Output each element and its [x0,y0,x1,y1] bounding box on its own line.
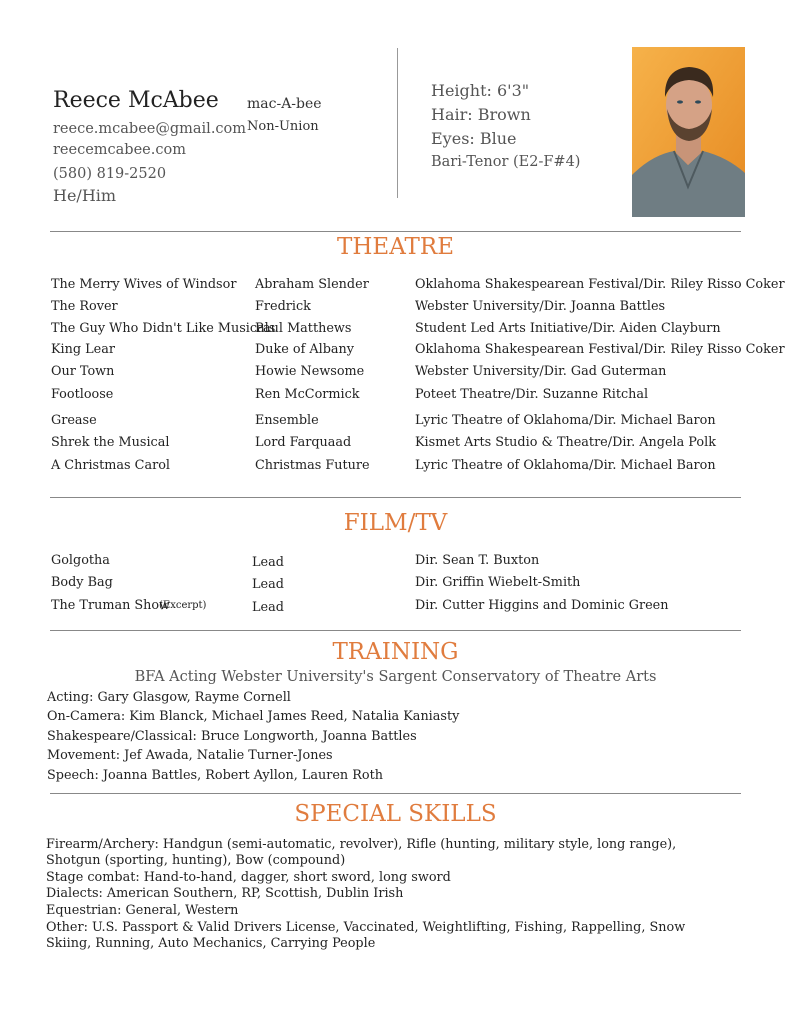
film-title: The Truman Show [51,598,171,613]
theatre-show: Shrek the Musical [51,435,170,450]
skill-item: Shotgun (sporting, hunting), Bow (compound) [46,853,346,868]
theatre-role: Abraham Slender [255,277,369,292]
training-item: Movement: Jef Awada, Natalie Turner-Jones [47,748,333,763]
theatre-role: Howie Newsome [255,364,365,379]
header-divider [397,48,398,198]
hair-stat: Hair: Brown [431,105,531,124]
film-role: Lead [252,577,284,592]
theatre-role: Ren McCormick [255,387,360,402]
film-role: Lead [252,555,284,570]
film-role: Lead [252,600,284,615]
theatre-company: Student Led Arts Initiative/Dir. Aiden Clayburn [415,321,721,336]
training-item: Speech: Joanna Battles, Robert Ayllon, Lauren Roth [47,768,383,783]
training-item: Shakespeare/Classical: Bruce Longworth, Joanna Battles [47,729,417,744]
theatre-role: Fredrick [255,299,311,314]
actor-name: Reece McAbee [53,88,219,113]
theatre-role: Paul Matthews [255,321,352,336]
theatre-company: Kismet Arts Studio & Theatre/Dir. Angela Polk [415,435,716,450]
training-item: On-Camera: Kim Blanck, Michael James Reed, Natalia Kaniasty [47,709,460,724]
name-pronunciation: mac-A-bee [247,96,322,112]
degree-line: BFA Acting Webster University's Sargent Conservatory of Theatre Arts [134,669,657,685]
theatre-company: Poteet Theatre/Dir. Suzanne Ritchal [415,387,649,402]
skill-item: Firearm/Archery: Handgun (semi-automatic, revolver), Rifle (hunting, military style, long range), [46,837,677,852]
theatre-role: Christmas Future [255,458,370,473]
film-title: Golgotha [51,553,110,568]
theatre-role: Ensemble [255,413,319,428]
voice-range: Bari-Tenor (E2-F#4) [431,154,581,170]
divider-film [50,630,741,631]
training-heading: TRAINING [332,639,459,665]
divider-theatre [50,497,741,498]
pronouns: He/Him [53,186,117,205]
skill-item: Stage combat: Hand-to-hand, dagger, short sword, long sword [46,870,451,885]
eyes-stat: Eyes: Blue [431,129,517,148]
skill-item: Dialects: American Southern, RP, Scottish, Dublin Irish [46,886,404,901]
theatre-company: Webster University/Dir. Gad Guterman [415,364,667,379]
theatre-show: King Lear [51,342,115,357]
skill-item: Skiing, Running, Auto Mechanics, Carrying People [46,936,376,951]
skills-heading: SPECIAL SKILLS [294,801,497,827]
skill-item: Equestrian: General, Western [46,903,239,918]
theatre-show: Footloose [51,387,114,402]
film-note: (Excerpt) [159,600,207,611]
film-director: Dir. Griffin Wiebelt-Smith [415,575,581,590]
theatre-show: The Guy Who Didn't Like Musicals [51,321,276,336]
theatre-role: Duke of Albany [255,342,355,357]
film-director: Dir. Sean T. Buxton [415,553,540,568]
theatre-heading: THEATRE [337,234,454,260]
theatre-show: Our Town [51,364,115,379]
divider-header [50,231,741,232]
theatre-role: Lord Farquaad [255,435,352,450]
theatre-show: The Rover [51,299,118,314]
headshot-photo [632,47,745,217]
training-item: Acting: Gary Glasgow, Rayme Cornell [47,690,291,705]
theatre-show: Grease [51,413,97,428]
theatre-company: Oklahoma Shakespearean Festival/Dir. Riley Risso Coker [415,342,785,357]
film-heading: FILM/TV [343,510,448,536]
theatre-show: The Merry Wives of Windsor [51,277,237,292]
height-stat: Height: 6'3" [431,81,530,100]
theatre-company: Lyric Theatre of Oklahoma/Dir. Michael Baron [415,413,716,428]
theatre-company: Oklahoma Shakespearean Festival/Dir. Riley Risso Coker [415,277,785,292]
divider-training [50,793,741,794]
phone-number: (580) 819-2520 [53,166,167,182]
film-director: Dir. Cutter Higgins and Dominic Green [415,598,669,613]
skill-item: Other: U.S. Passport & Valid Drivers License, Vaccinated, Weightlifting, Fishing, Rappelling, Snow [46,920,686,935]
film-title: Body Bag [51,575,113,590]
website-link[interactable]: reecemcabee.com [53,142,186,158]
union-status: Non-Union [247,119,319,134]
email-link[interactable]: reece.mcabee@gmail.com [53,121,247,137]
theatre-show: A Christmas Carol [51,458,170,473]
theatre-company: Lyric Theatre of Oklahoma/Dir. Michael Baron [415,458,716,473]
theatre-company: Webster University/Dir. Joanna Battles [415,299,666,314]
